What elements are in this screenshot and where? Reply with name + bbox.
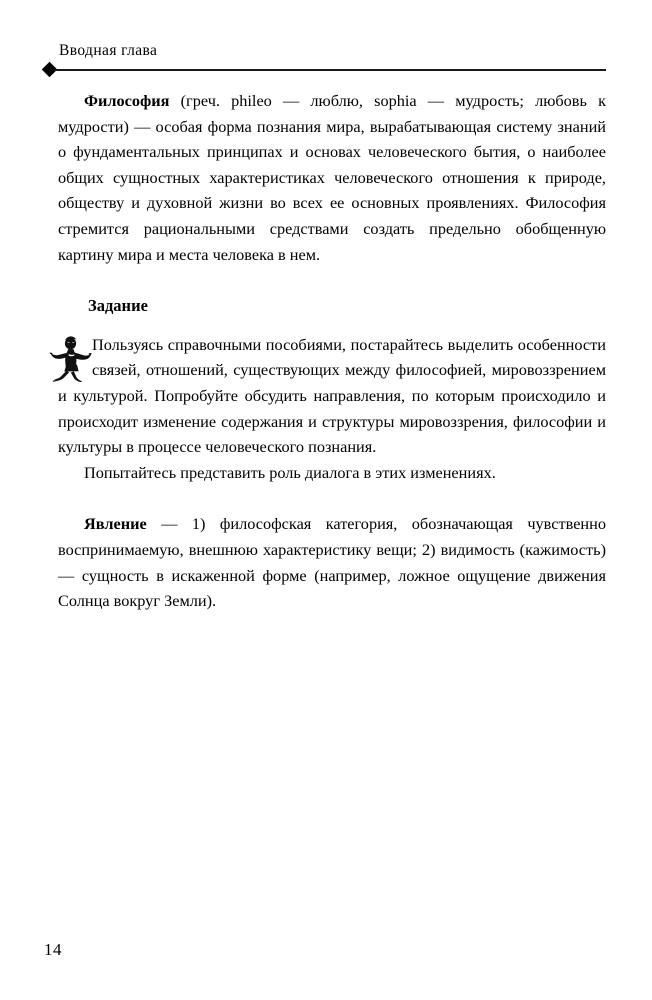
paragraph-phenomenon — [58, 511, 606, 613]
definition-phenomenon: — 1) философская категория, обозначающая чувственно воспринимаемую, внешнюю характеристику вещи; 2) видимость (кажимость) — сущность в искаженной форме (например, ложное ощущение движения Солнца вокруг Земли). — [58, 514, 606, 611]
definition-philosophy: (греч. phileo — люблю, sophia — мудрость; любовь к мудрости) — особая форма познания мира, вырабатывающая систему знаний о фундаментальных принципах и основах человеческого бытия, о наиболее общих сущностных характеристиках человеческого отношения к природе, обществу и духовной жизни во всех ее основных проявлениях. Философия стремится рациональными средствами создать предельно обобщенную картину мира и места человека в нем. — [58, 91, 606, 264]
page-number: 14 — [44, 940, 62, 959]
paragraph-task: Пользуясь справочными пособиями, постарайтесь выделить особенности связей, отношений, существующих между философией, мировоззрением и культурой. Попробуйте обсудить направления, по которым происходило и происходит изменение содержания и структуры мировоззрения, философии и культуры в процессе человеческого познания. — [58, 334, 606, 457]
spacer — [58, 319, 606, 332]
term-philosophy: Философия — [84, 91, 170, 110]
task-block — [58, 332, 606, 460]
running-header — [44, 42, 606, 75]
paragraph-task-followup: Попытайтесь представить роль диалога в этих изменениях. — [84, 462, 496, 482]
text-column — [58, 88, 606, 614]
spacer — [58, 267, 606, 293]
header-divider — [54, 69, 606, 71]
spacer — [58, 485, 606, 511]
paragraph-philosophy — [58, 88, 606, 267]
heading-task: Задание — [88, 296, 148, 316]
header-rule-group — [44, 61, 606, 75]
running-head-title: Вводная глава — [59, 42, 158, 59]
term-phenomenon: Явление — [84, 514, 147, 534]
